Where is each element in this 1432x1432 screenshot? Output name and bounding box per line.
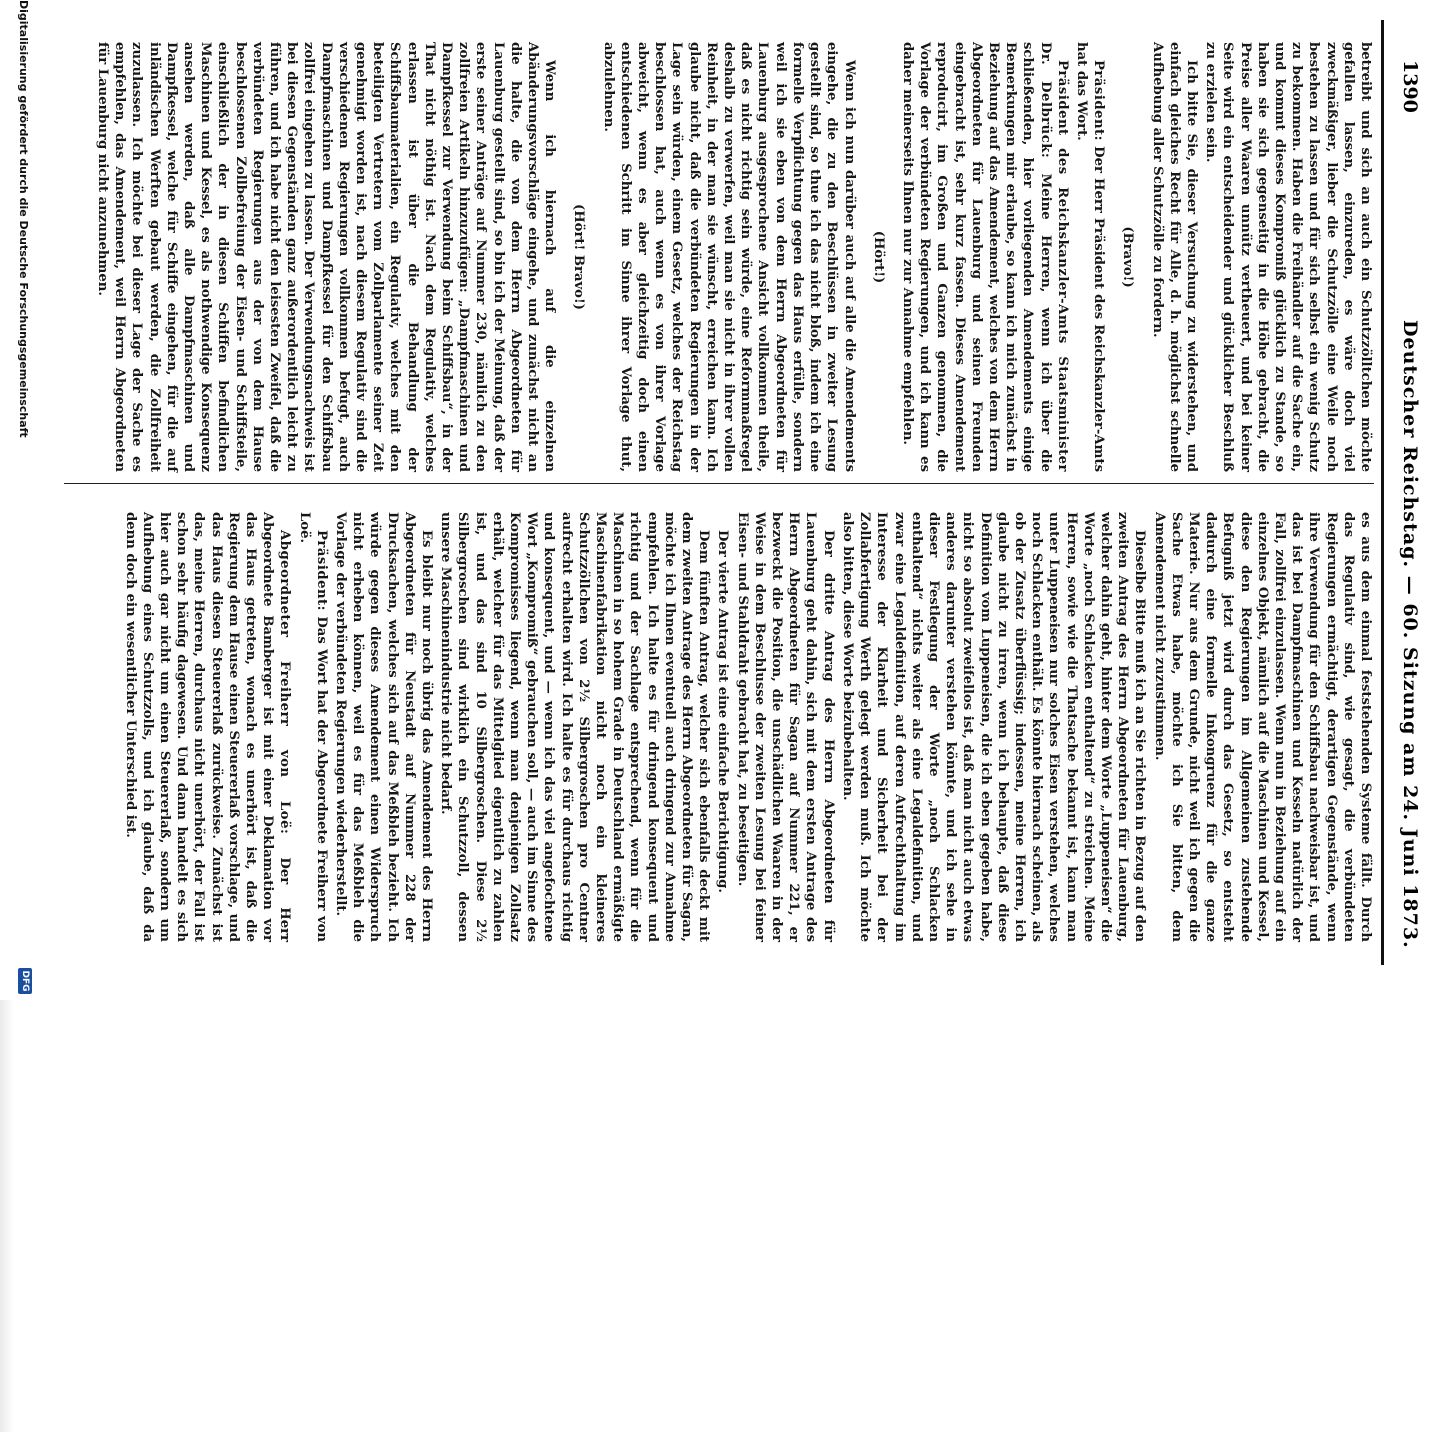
- speaker-label: Präsident des Reichskanzler-Amts Staatsminister Dr. Delbrück:: [1037, 42, 1070, 472]
- speaker-label: Abgeordneter Freiherr von Loë:: [277, 530, 293, 835]
- paragraph: Wenn ich hiernach auf die einzelnen Abänderungsvorschläge eingehe, und zunächst nicht an die halte, die von dem Herrn Abgeordneten für Lauenburg gestellt sind, so bin ich der Meinung, daß der erste seiner Anträge auf Nummer 230, nämlich zu den zollfreien Artikeln hinzuzufügen: „Dampfmaschinen und Dampfkessel zur Verwendung beim Schiffsbau“, in der That nicht nöthig ist. Nach dem Regulativ, welches erlassen ist über die Behandlung der Schiffsbaumaterialien, ein Regulativ, welches mit den beteiligten Vertretern vom Zollparlamente seiner Zeit genehmigt worden ist, nach diesem Regulativ sind die verschiedenen Regierungen vollkommen befugt, auch Dampfmaschinen und Dampfkessel für den Schiffsbau zollfrei eingehen zu lassen. Der Verwendungsnachweis ist bei diesen Gegenständen ganz außerordentlich leicht zu führen, und ich habe nicht den leisesten Zweifel, daß die verbündeten Regierungen aus der von dem Hause beschlossenen Zollbefreiung der Eisen- und Schiffsteile, einschließlich der in diesen Schiffen befindlichen Maschinen und Kessel, es als nothwendige Konsequenz ansehen werden, daß alle Dampfmaschinen und Dampfkessel, welche für Schiffe eingehen, für die auf inländischen Werften gebaut werden, die Zollfreiheit zuzulassen. Ich möchte bei dieser Lage der Sache es empfehlen, das Amendement, weil Herrn Abgeordneten für Lauenburg nicht anzunehmen.: [94, 42, 558, 472]
- footer-credit: Digitalisierung gefördert durch die Deutsche Forschungsgemeinschaft: [17, 0, 30, 438]
- left-column: [54, 42, 1374, 472]
- paragraph: Der dritte Antrag des Herrn Abgeordneten für Lauenburg geht dahin, sich mit dem ersten Antrage des Herrn Abgeordneten für Sagan auf Nummer 221, er bezweckt die Position, die unschädlichen Waaren in der Weise in dem Beschlusse der zweiten Lesung bei feiner Eisen- und Stahldraht gebracht hat, zu beseitigen.: [734, 512, 836, 942]
- speech-delbrueck: [899, 42, 1071, 472]
- column-divider: [64, 483, 1374, 484]
- page-title: Deutscher Reichstag. — 60. Sitzung am 24. Juni 1873.: [1399, 320, 1421, 949]
- interjection: (Hört!): [870, 230, 886, 284]
- paragraph: Ich bitte Sie, dieser Versuchung zu widerstehen, und einfach gleiches Recht für Alle, d. h. möglichst schnelle Aufhebung aller Schutzzölle zu fordern.: [1149, 42, 1199, 472]
- speech-loe: [121, 512, 293, 942]
- dfg-logo-icon: DFG: [18, 968, 32, 994]
- interjection: (Hört! Bravo!): [571, 203, 587, 311]
- page-number: 1390: [1399, 60, 1421, 113]
- interjection: (Bravo!): [1120, 226, 1136, 288]
- speech-text: Der Herr Abgeordnete Bamberger ist mit einer Deklamation vor das Haus getreten, wonach es unerhört ist, daß die Regierung dem Hause einen Steuererlaß vorschlage, und das Haus diesen Steuererlaß zurückweise. Zunächst ist das, meine Herren, durchaus nicht unerhört, der Fall ist schon sehr häufig dagewesen. Und dann handelt es sich hier auch gar nicht um einen Steuererlaß, sondern um Aufhebung eines Schutzzolls, und ich glaube, daß da denn doch ein wesentlicher Unterschied ist.: [122, 512, 293, 942]
- paragraph: betreibt und sich an auch ein Schutzzölltchen möchte gefallen lassen, einzureden, es wäre doch viel zweckmäßiger, lieber die Schutzzölle eine Weile noch bestehen zu lassen und für sich selbst ein wenig Schutz zu bekommen. Haben die Freihändler auf die Sache ein, und kommt dieses Kompromiß glücklich zu Stande, so haben sie sich gegenseitig in die Höhe gebracht, die Preise aller Waaren unnütz vertheuert, und bei keiner Seite wird ein entscheidender und glücklicher Beschluß zu erzielen sein.: [1203, 42, 1373, 472]
- speaker-label: Präsident:: [313, 530, 329, 612]
- paragraph: Es bleibt nur noch übrig das Amendement des Herrn Abgeordneten für Neustadt auf Nummer 228 der Drucksachen, welches sich auf das Meßbleh bezieht. Ich würde gegen dieses Amendement einen Widerspruch nicht erheben können, weil es für das Meßbleh die Vorlage der verbündeten Regierungen wiederherstellt.: [333, 512, 435, 942]
- speech-text: Meine Herren, wenn ich über die schließenden, hier vorliegenden Amendements einige Bemerkungen mir erlaube, so kann ich mich zunächst in Beziehung auf das Amendement, welches von dem Herrn Abgeordneten für Lauenburg und seinen Freunden eingebracht ist, sehr kurz fassen. Dieses Amendement reproducirt, im Großen und Ganzen genommen, die Vorlage der verbündeten Regierungen, und ich kann es daher meinerseits Ihnen nur zur Annahme empfehlen.: [899, 42, 1053, 472]
- speech-president: [295, 512, 329, 942]
- paragraph: Der vierte Antrag ist eine einfache Berichtigung.: [715, 530, 731, 893]
- header-rule: [1381, 20, 1384, 965]
- paragraph: Dem fünften Antrag, welcher sich ebenfalls deckt mit dem zweiten Antrage des Herrn Abgeordneten für Sagan, möchte ich Ihnen eventuell auch dringend zur Annahme empfehlen. Ich halte es für dringend konsequent und richtig und der Sachlage entsprechend, wenn für die Maschinen in so hohem Grade in Deutschland ermäßigte Maschinenfabrikation nicht noch ein kleineres Schutzzöllchen von 2½ Silbergroschen pro Centner aufrecht erhalten wird. Ich halte es für durchaus richtig und konsequent, und — wenn ich das viel angefochtene Wort „Kompromiß“ gebrauchen soll, — auch im Sinne des Kompromisses liegend, wenn man denjenigen Zollsatz erhält, welcher für das Mittelglied eigentlich zu zahlen ist, und das sind 10 Silbergroschen. Diese 2½ Silbergroschen sind wirklich ein Schutzzoll, dessen unsere Maschinenindustrie nicht bedarf.: [438, 512, 712, 942]
- digitization-footer: [0, 0, 32, 1000]
- right-column: [54, 512, 1374, 942]
- paragraph: es aus dem einmal feststehenden Systeme fällt. Durch das Regulativ sind, wie gesagt, die verbündeten Regierungen ermächtigt, derartigen Gegenstände, wenn ihre Verwendung für den Schiffsbau nachweisbar ist, und das ist bei Dampfmaschinen und Kesseln natürlich der Fall, zollfrei einzulassen. Wenn nun in Beziehung auf ein einzelnes Objekt, nämlich auf die Maschinen und Kessel, diese den Regierungen im Allgemeinen zustehende Befugniß jetzt wird durch das Gesetz, so entsteht dadurch eine formelle Inkongruenz für die ganze Materie. Nur aus dem Grunde, nicht weil ich gegen die Sache Etwas habe, möchte ich Sie bitten, dem Amendement nicht zuzustimmen.: [1151, 512, 1373, 942]
- speech-president: [1073, 42, 1107, 472]
- page-header: [1387, 20, 1427, 965]
- speech-text: Das Wort hat der Abgeordnete Freiherr von Loë.: [296, 512, 329, 942]
- paragraph: Dieselbe Bitte muß ich an Sie richten in Bezug auf den zweiten Antrag des Herrn Abgeordneten für Lauenburg, welcher dahin geht, hinter dem Worte „Luppeneisen“ die Worte „noch Schlacken enthaltend“ zu streichen. Meine Herren, sowie wie die Thatsache bekannt ist, kann man unter Luppeneisen nur solches Eisen verstehen, welches noch Schlacken enthält. Es könnte hiernach scheinen, als ob der Zusatz überflüssig; indessen, meine Herren, ich glaube nicht zu irren, wenn ich behaupte, daß diese Definition vom Luppeneisen, die ich eben gegeben habe, nicht so absolut zweifellos ist, daß man nicht auch etwas anderes darunter verstehen könnte, und ich sehe in dieser Festlegung der Worte „noch Schlacken enthaltend“ nichts weiter als eine Legaldefinition, und zwar eine Legaldefinition, auf deren Aufrechthaltung im Interesse der Klarheit und Sicherheit bei der Zollabfertigung Werth gelegt werden muß. Ich möchte also bitten, diese Worte beizubehalten.: [839, 512, 1148, 942]
- paragraph: Wenn ich nun darüber auch auf alle die Amendements eingehe, die zu den Beschlüssen in zweiter Lesung gestellt sind, so thue ich das nicht bloß, indem ich eine formelle Verpflichtung gegen das Haus erfülle, sondern weil ich sie eben von dem Herrn Abgeordneten für Lauenburg ausgesprochene Ansicht vollkommen theile, daß es nicht richtig sein würde, eine Reformmaßregel deshalb zu verwerfen, weil man sie nicht in ihrer vollen Reinheit, in der man sie wünscht, erreichen kann. Ich glaube nicht, daß die verbündeten Regierungen in der Lage sein würden, einem Gesetz, welches der Reichstag beschlossen hat, auch wenn es von ihrer Vorlage abweicht, wenn es aber gleichzeitig doch einen entschiedenen Schritt im Sinne ihrer Vorlage thut, abzulehnen.: [600, 42, 857, 472]
- speech-text: Der Herr Präsident des Reichskanzler-Amts hat das Wort.: [1073, 42, 1107, 472]
- speaker-label: Präsident:: [1091, 60, 1107, 142]
